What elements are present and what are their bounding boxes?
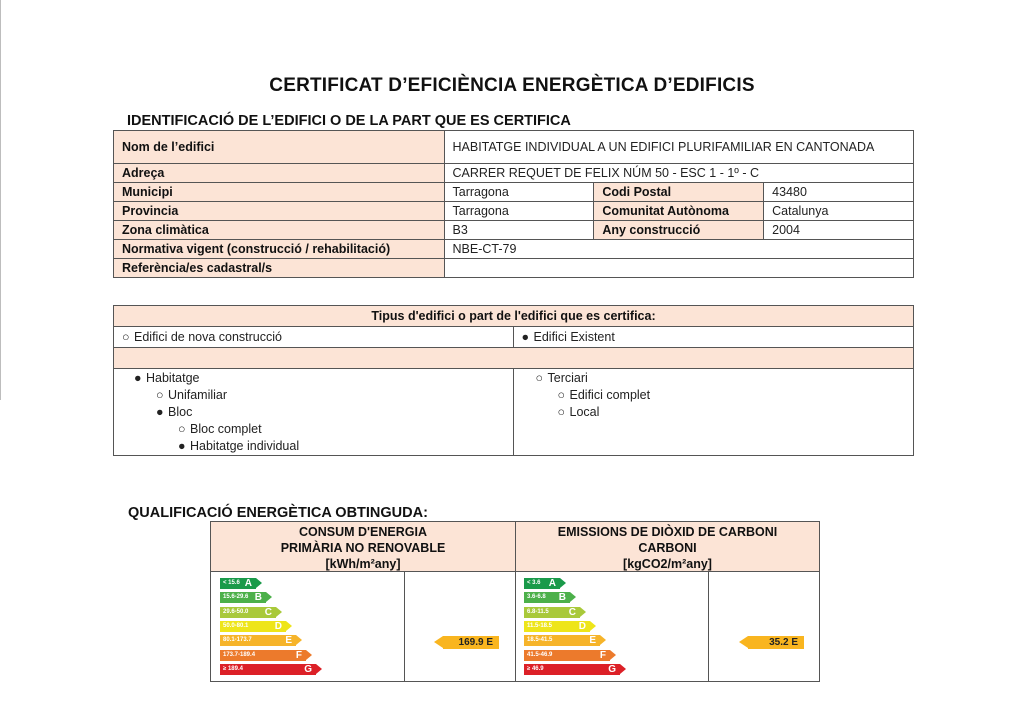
consum-band-letter: C [264, 606, 272, 618]
consum-band-D [220, 621, 286, 632]
radio-filled-icon: ● [521, 330, 530, 344]
emissions-band-letter: F [599, 649, 606, 661]
emissions-band-letter: B [558, 592, 566, 604]
consum-band-A [220, 578, 256, 589]
normativa-label: Normativa vigent (construcció / rehabilitació) [114, 240, 445, 259]
option-local-label: Local [569, 405, 600, 419]
emissions-header [516, 522, 819, 572]
option-habitatge[interactable] [122, 370, 505, 387]
referencia-label: Referència/es cadastral/s [114, 259, 445, 278]
emissions-band-letter: C [568, 606, 576, 618]
radio-filled-icon: ● [134, 371, 142, 385]
emissions-band-letter: D [578, 620, 586, 632]
consum-band-range: 50.0-80.1 [223, 622, 249, 629]
qualificacio-heading: QUALIFICACIÓ ENERGÈTICA OBTINGUDA: [128, 505, 428, 521]
row-municipi [114, 183, 914, 202]
any-label: Any construcció [594, 221, 764, 240]
option-existent-label: Edifici Existent [533, 330, 615, 344]
emissions-title-line2: CARBONI [638, 541, 697, 555]
page-edge-line [0, 0, 1, 400]
use-left-cell [114, 369, 514, 456]
consum-band-letter: B [254, 592, 262, 604]
consum-band-letter: G [304, 663, 312, 675]
radio-empty-icon: ○ [156, 388, 164, 402]
provincia-value: Tarragona [444, 202, 594, 221]
use-right-cell [513, 369, 913, 456]
option-bloc-complet-label: Bloc complet [190, 422, 262, 436]
codi-postal-value: 43480 [764, 183, 914, 202]
consum-band-range: 173.7-189.4 [223, 651, 256, 658]
option-unifamiliar-label: Unifamiliar [168, 388, 228, 402]
emissions-band-letter: G [608, 663, 616, 675]
option-unifamiliar[interactable] [122, 387, 505, 404]
emissions-band-range: 11.5-18.5 [527, 622, 553, 629]
consum-band-E [220, 635, 296, 646]
nom-label: Nom de l’edifici [114, 131, 445, 164]
emissions-band-letter: A [548, 578, 556, 589]
option-edifici-complet[interactable] [522, 387, 905, 404]
emissions-band-C [524, 607, 580, 618]
row-adreca [114, 164, 914, 183]
option-edifici-complet-label: Edifici complet [569, 388, 651, 402]
consum-band-range: < 15.6 [223, 580, 240, 586]
emissions-band-D [524, 621, 590, 632]
emissions-band-F [524, 650, 610, 661]
comunitat-label: Comunitat Autònoma [594, 202, 764, 221]
zona-label: Zona climàtica [114, 221, 445, 240]
consum-band-letter: E [285, 635, 292, 647]
zona-value: B3 [444, 221, 594, 240]
adreca-value: CARRER REQUET DE FELIX NÚM 50 - ESC 1 - 1º - C [444, 164, 914, 183]
consum-title-line1: CONSUM D'ENERGIA [299, 525, 427, 539]
row-provincia [114, 202, 914, 221]
emissions-band-G [524, 664, 620, 675]
consum-band-range: 15.6-29.6 [223, 594, 249, 601]
adreca-label: Adreça [114, 164, 445, 183]
divider-consum [404, 572, 405, 681]
tipus-spacer-row [114, 348, 914, 369]
radio-empty-icon: ○ [122, 330, 130, 344]
consum-header [211, 522, 515, 572]
consum-band-range: 29.6-50.0 [223, 608, 249, 615]
emissions-band-range: < 3.6 [527, 580, 541, 586]
option-terciari-label: Terciari [547, 371, 588, 385]
radio-empty-icon: ○ [557, 388, 566, 402]
option-habitatge-individual[interactable] [122, 438, 505, 455]
qualificacio-panel [210, 521, 820, 682]
row-nom [114, 131, 914, 164]
radio-filled-icon: ● [156, 405, 164, 419]
consum-result-arrow: 169.9 E [443, 636, 499, 649]
divider-main [515, 522, 516, 681]
emissions-band-range: 41.5-46.9 [527, 651, 553, 658]
option-local[interactable] [522, 404, 905, 421]
page-title: CERTIFICAT D’EFICIÈNCIA ENERGÈTICA D’EDIFICIS [269, 75, 755, 96]
radio-filled-icon: ● [178, 439, 186, 453]
consum-band-letter: D [274, 620, 282, 632]
consum-band-C [220, 607, 276, 618]
consum-band-range: ≥ 189.4 [223, 665, 243, 672]
emissions-band-letter: E [589, 635, 596, 647]
emissions-band-B [524, 592, 570, 603]
option-bloc[interactable] [122, 404, 505, 421]
consum-unit: [kWh/m²any] [325, 557, 401, 571]
emissions-band-range: 18.5-41.5 [527, 637, 553, 644]
any-value: 2004 [764, 221, 914, 240]
referencia-value [444, 259, 914, 278]
codi-postal-label: Codi Postal [594, 183, 764, 202]
emissions-band-range: 6.8-11.5 [527, 608, 549, 615]
consum-title-line2: PRIMÀRIA NO RENOVABLE [280, 541, 446, 555]
emissions-band-range: ≥ 46.9 [527, 665, 544, 672]
consum-band-letter: A [244, 578, 252, 589]
row-normativa [114, 240, 914, 259]
consum-band-B [220, 592, 266, 603]
option-existent[interactable] [513, 327, 913, 348]
comunitat-value: Catalunya [764, 202, 914, 221]
emissions-band-E [524, 635, 600, 646]
radio-empty-icon: ○ [557, 405, 566, 419]
divider-emissions [708, 572, 709, 681]
option-bloc-label: Bloc [168, 405, 193, 419]
emissions-band-range: 3.6-6.8 [527, 594, 546, 601]
nom-value: HABITATGE INDIVIDUAL A UN EDIFICI PLURIFAMILIAR EN CANTONADA [444, 131, 914, 164]
provincia-label: Provincia [114, 202, 445, 221]
tipus-table [113, 305, 914, 456]
radio-empty-icon: ○ [178, 422, 186, 436]
municipi-value: Tarragona [444, 183, 594, 202]
emissions-result-arrow: 35.2 E [748, 636, 804, 649]
row-referencia [114, 259, 914, 278]
consum-band-F [220, 650, 306, 661]
option-bloc-complet[interactable] [122, 421, 505, 438]
consum-band-letter: F [295, 649, 302, 661]
municipi-label: Municipi [114, 183, 445, 202]
emissions-title-line1: EMISSIONS DE DIÒXID DE CARBONI [557, 525, 778, 539]
radio-empty-icon: ○ [535, 371, 544, 385]
tipus-heading: Tipus d'edifici o part de l'edifici que es certifica: [114, 306, 914, 327]
identification-heading: IDENTIFICACIÓ DE L’EDIFICI O DE LA PART QUE ES CERTIFICA [127, 113, 571, 129]
emissions-band-A [524, 578, 560, 589]
option-habitatge-label: Habitatge [146, 371, 200, 385]
normativa-value: NBE-CT-79 [444, 240, 914, 259]
identification-table [113, 130, 914, 278]
option-nova-label: Edifici de nova construcció [134, 330, 282, 344]
option-nova[interactable] [114, 327, 514, 348]
consum-band-range: 80.1-173.7 [223, 637, 252, 644]
consum-band-G [220, 664, 316, 675]
emissions-unit: [kgCO2/m²any] [623, 557, 712, 571]
option-terciari[interactable] [522, 370, 905, 387]
row-zona [114, 221, 914, 240]
option-habitatge-individual-label: Habitatge individual [190, 439, 300, 453]
